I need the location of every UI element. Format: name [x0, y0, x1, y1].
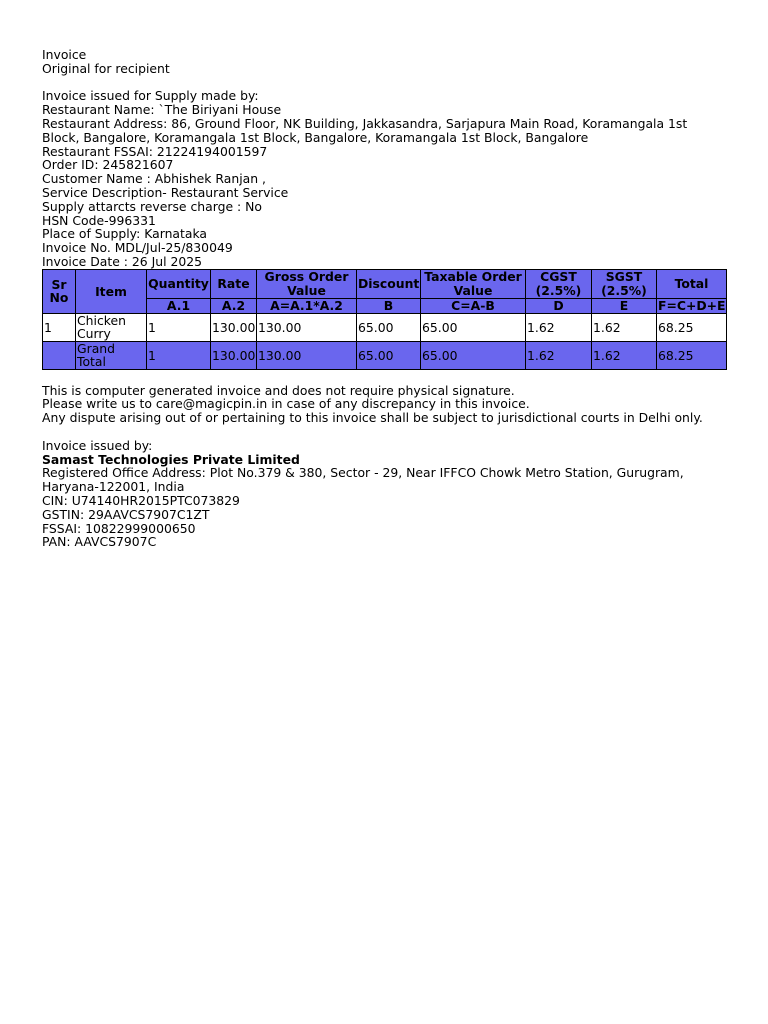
- cell-quantity: 1: [147, 313, 211, 341]
- place-of-supply: Place of Supply: Karnataka: [42, 226, 208, 242]
- col-header-item: Item: [76, 269, 147, 313]
- issuer-cin: CIN: U74140HR2015PTC073829: [42, 492, 240, 508]
- supplier-heading: Invoice issued for Supply made by:: [42, 88, 259, 104]
- subheader-quantity: A.1: [147, 298, 211, 313]
- cell-sr-no: 1: [43, 313, 76, 341]
- total-cell-sgst: 1.62: [592, 341, 657, 369]
- col-header-sgst: SGST (2.5%): [592, 269, 657, 298]
- total-cell-label: Grand Total: [76, 341, 147, 369]
- issuer-gstin: GSTIN: 29AAVCS7907C1ZT: [42, 506, 210, 522]
- issuer-address: Registered Office Address: Plot No.379 & 380, Sector - 29, Near IFFCO Chowk Metro Station, Gurugram, Haryana-122001, India: [42, 465, 684, 495]
- cell-taxable: 65.00: [421, 313, 526, 341]
- col-header-total: Total: [657, 269, 727, 298]
- restaurant-name: Restaurant Name: `The Biriyani House: [42, 102, 282, 118]
- col-header-discount: Discount: [357, 269, 421, 298]
- subheader-discount: B: [357, 298, 421, 313]
- note-contact: Please write us to care@magicpin.in in case of any discrepancy in this invoice.: [42, 396, 530, 412]
- invoice-document: [42, 48, 728, 549]
- total-cell-total: 68.25: [657, 341, 727, 369]
- table-row: [43, 313, 727, 341]
- total-cell-rate: 130.00: [211, 341, 257, 369]
- subheader-taxable: C=A-B: [421, 298, 526, 313]
- reverse-charge: Supply attarcts reverse charge : No: [42, 198, 262, 214]
- order-id: Order ID: 245821607: [42, 157, 174, 173]
- total-cell-cgst: 1.62: [526, 341, 592, 369]
- issuer-heading: Invoice issued by:: [42, 437, 153, 453]
- cell-discount: 65.00: [357, 313, 421, 341]
- invoice-title: Invoice: [42, 47, 87, 62]
- cell-rate: 130.00: [211, 313, 257, 341]
- col-header-taxable-order-value: Taxable Order Value: [421, 269, 526, 298]
- cell-total: 68.25: [657, 313, 727, 341]
- cell-sgst: 1.62: [592, 313, 657, 341]
- total-cell-sr-no: [43, 341, 76, 369]
- total-cell-quantity: 1: [147, 341, 211, 369]
- total-cell-discount: 65.00: [357, 341, 421, 369]
- invoice-subtitle: Original for recipient: [42, 60, 170, 76]
- subheader-sgst: E: [592, 298, 657, 313]
- col-header-sr-no: Sr No: [43, 269, 76, 313]
- issuer-company: Samast Technologies Private Limited: [42, 451, 300, 467]
- col-header-rate: Rate: [211, 269, 257, 298]
- issuer-pan: PAN: AAVCS7907C: [42, 534, 157, 550]
- note-jurisdiction: Any dispute arising out of or pertaining to this invoice shall be subject to jurisdictional courts in Delhi only.: [42, 410, 703, 426]
- total-cell-taxable: 65.00: [421, 341, 526, 369]
- issuer-fssai: FSSAI: 10822999000650: [42, 520, 196, 536]
- note-signature: This is computer generated invoice and does not require physical signature.: [42, 382, 515, 398]
- cell-cgst: 1.62: [526, 313, 592, 341]
- subheader-rate: A.2: [211, 298, 257, 313]
- service-description: Service Description- Restaurant Service: [42, 184, 289, 200]
- total-cell-gross: 130.00: [257, 341, 357, 369]
- col-header-gross-order-value: Gross Order Value: [257, 269, 357, 298]
- cell-item: Chicken Curry: [76, 313, 147, 341]
- invoice-date: Invoice Date : 26 Jul 2025: [42, 253, 203, 269]
- subheader-cgst: D: [526, 298, 592, 313]
- customer-name: Customer Name : Abhishek Ranjan ,: [42, 171, 266, 187]
- grand-total-row: [43, 341, 727, 369]
- invoice-number: Invoice No. MDL/Jul-25/830049: [42, 240, 233, 256]
- col-header-quantity: Quantity: [147, 269, 211, 298]
- restaurant-fssai: Restaurant FSSAI: 21224194001597: [42, 143, 268, 159]
- restaurant-address: Restaurant Address: 86, Ground Floor, NK Building, Jakkasandra, Sarjapura Main Road, Koramangala 1st Block, Bangalore, Koramangala 1st Block, Bangalore, Koramangala 1st Block, Bangalore: [42, 115, 688, 145]
- subheader-total: F=C+D+E: [658, 298, 726, 313]
- hsn-code: HSN Code-996331: [42, 212, 156, 228]
- cell-gross: 130.00: [257, 313, 357, 341]
- table-header-row: [43, 269, 727, 298]
- col-header-cgst: CGST (2.5%): [526, 269, 592, 298]
- invoice-table: [42, 269, 727, 370]
- subheader-gross: A=A.1*A.2: [257, 298, 357, 313]
